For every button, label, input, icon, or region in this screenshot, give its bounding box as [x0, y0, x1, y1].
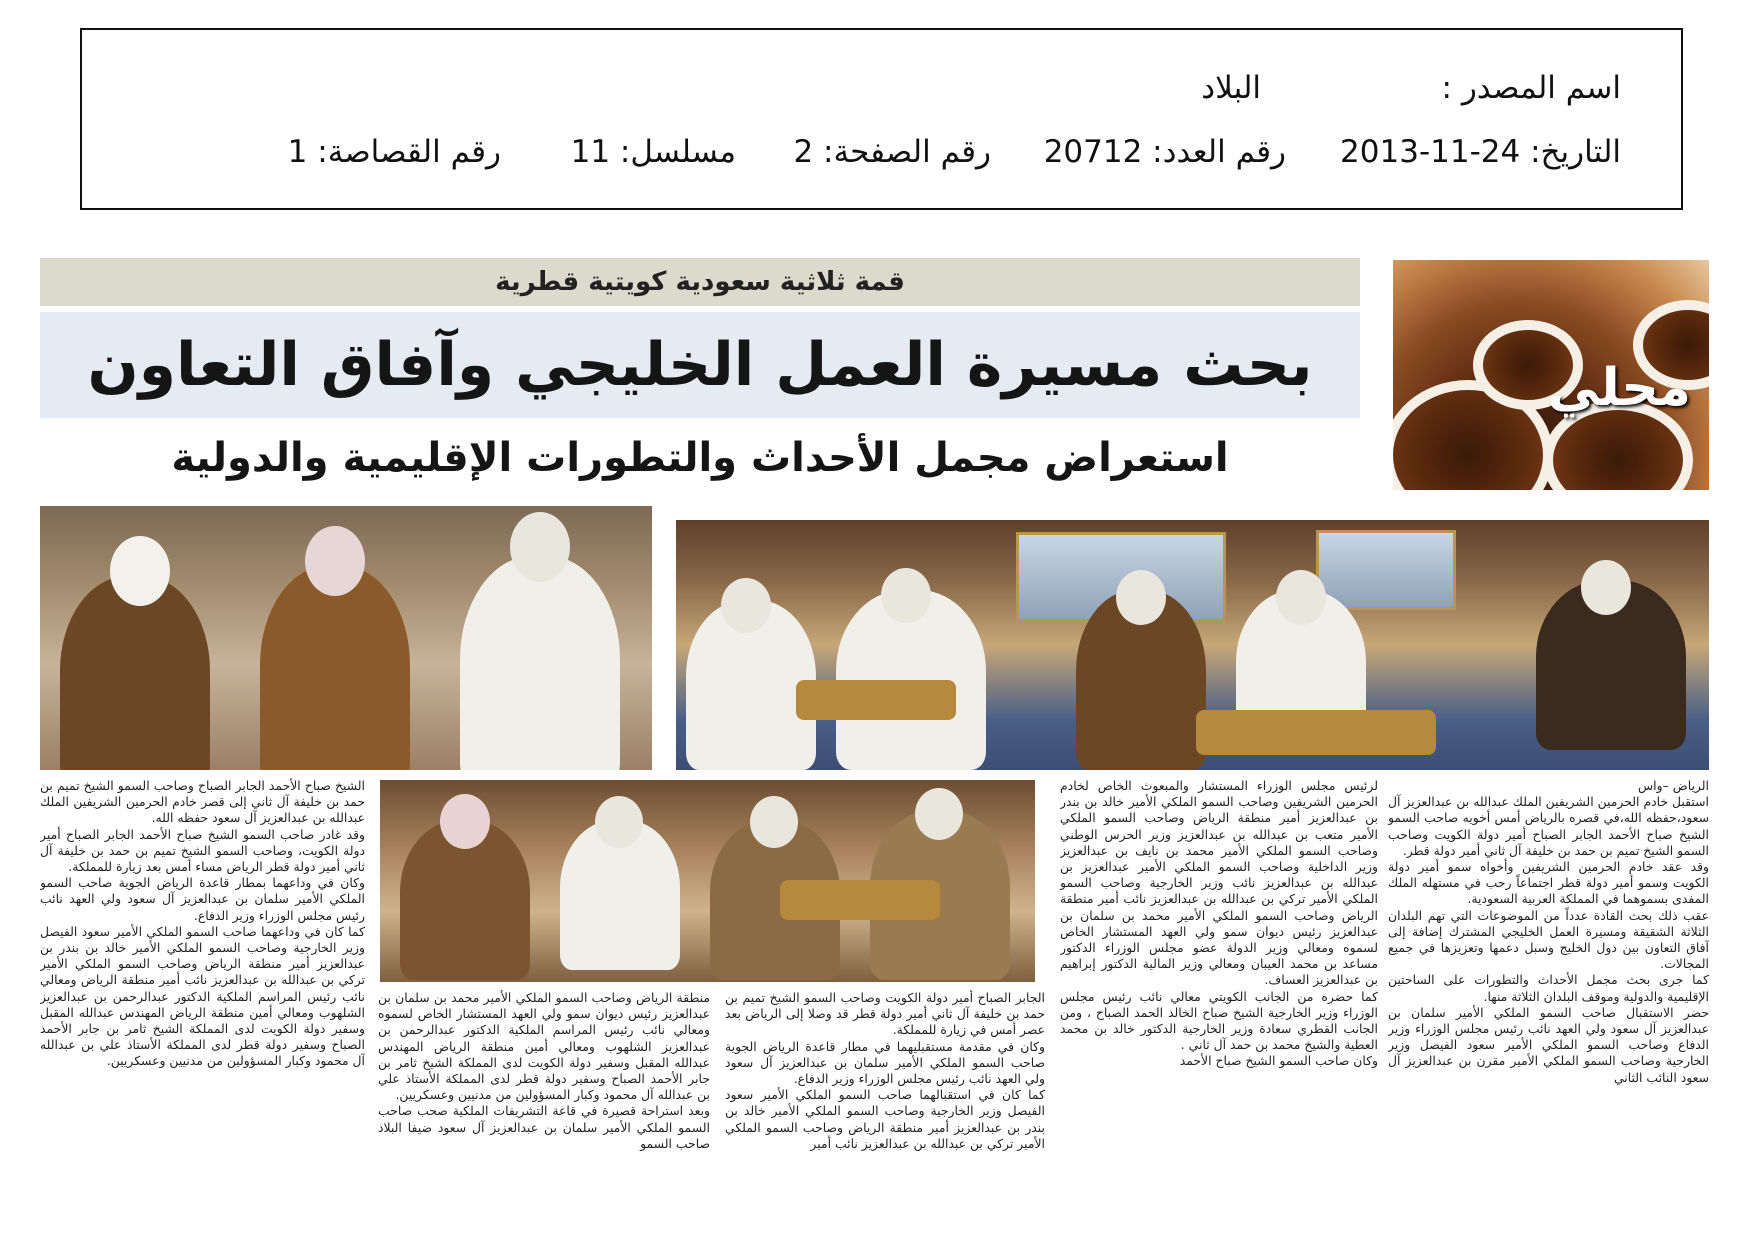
article-headline: بحث مسيرة العمل الخليجي وآفاق التعاون — [40, 312, 1360, 418]
photo-meeting-room — [676, 520, 1709, 770]
article-column-4: منطقة الرياض وصاحب السمو الملكي الأمير محمد بن سلمان بن عبدالعزيز رئيس ديوان سمو ولي العهد المستشار الخاص لسموه ومعالي نائب رئيس المراسم الملكية الدكتور عبدالرحمن بن عبدالعزيز الشلهوب ومعالي أمين منطقة الرياض المهندس عبدالله المقبل وسفير دولة الكويت لدى المملكة الشيخ ثامر بن جابر الأحمد الصباح وسفير دولة قطر لدى المملكة الأستاذ علي بن عبدالله آل محمود وكبار المسؤولين من مدنيين وعسكريين. وبعد استراحة قصيرة في قاعة التشريفات الملكية صحب صاحب السمو الملكي الأمير سلمان بن عبدالعزيز آل سعود ضيفا البلاد صاحب السمو — [378, 990, 710, 1151]
source-label: اسم المصدر : — [1441, 70, 1621, 106]
photo-leaders-walking — [40, 506, 652, 770]
serial-field: مسلسل: 11 — [570, 134, 736, 170]
article-column-2: لرئيس مجلس الوزراء المستشار والمبعوث الخاص لخادم الحرمين الشريفين وصاحب السمو الملكي الأمير خالد بن بندر بن عبدالعزيز أمير منطقة الرياض وصاحب السمو الملكي الأمير متعب بن عبدالله بن عبدالعزيز وزير الحرس الوطني وصاحب السمو الملكي الأمير محمد بن نايف بن عبدالعزيز وزير الداخلية وصاحب السمو الملكي الأمير عبدالعزيز بن عبدالله بن عبدالعزيز نائب وزير الخارجية وصاحب السمو الملكي الأمير تركي بن عبدالله بن عبدالعزيز نائب أمير منطقة الرياض وصاحب السمو الملكي الأمير محمد بن سلمان بن عبدالعزيز رئيس ديوان سمو ولي العهد المستشار الخاص لسموه ومعالي وزير الدولة عضو مجلس الوزراء الدكتور مساعد بن محمد العيبان ومعالي وزير المالية الدكتور إبراهيم بن عبدالعزيز العساف. كما حضره من الجانب الكويتي معالي نائب رئيس مجلس الوزراء وزير الخارجية الشيخ صباح الخالد الحمد الصباح ، ومن الجانب القطري سعادة وزير الخارجية الدكتور خالد بن محمد العطية والشيخ محمد بن حمد آل ثاني . وكان صاحب السمو الشيخ صباح الأحمد — [1060, 778, 1378, 1069]
date-field: التاريخ: 24-11-2013 — [1340, 134, 1621, 170]
page-number-field: رقم الصفحة: 2 — [793, 134, 991, 170]
issue-number-field: رقم العدد: 20712 — [1043, 134, 1286, 170]
article-subheadline: استعراض مجمل الأحداث والتطورات الإقليمية والدولية — [171, 435, 1229, 481]
article-column-3: الجابر الصباح أمير دولة الكويت وصاحب السمو الشيخ تميم بن حمد بن خليفة آل ثاني أمير دولة قطر قد وصلا إلى الرياض بعد عصر أمس في زيارة للمملكة. وكان في مقدمة مستقبليهما في مطار قاعدة الرياض الجوية صاحب السمو الملكي الأمير سلمان بن عبدالعزيز آل سعود ولي العهد نائب رئيس مجلس الوزراء وزير الدفاع. كما كان في استقبالهما صاحب السمو الملكي الأمير سعود الفيصل وزير الخارجية وصاحب السمو الملكي الأمير خالد بن بندر بن عبدالعزيز أمير منطقة الرياض وصاحب السمو الملكي الأمير تركي بن عبدالله بن عبدالعزيز نائب أمير — [725, 990, 1045, 1151]
section-badge-image — [1393, 260, 1709, 490]
article-column-1: الرياض –واس استقبل خادم الحرمين الشريفين الملك عبدالله بن عبدالعزيز آل سعود،حفظه الله،في قصره بالرياض أمس أخويه صاحب السمو الشيخ صباح الأحمد الجابر الصباح أمير دولة الكويت وصاحب السمو الشيخ تميم بن حمد بن خليفة آل ثاني أمير دولة قطر. وقد عقد خادم الحرمين الشريفين وأخواه سمو أمير دولة الكويت وسمو أمير دولة قطر اجتماعاً رحب في مستهله الملك المفدى بسموهما في المملكة العربية السعودية. عقب ذلك بحث القادة عدداً من الموضوعات التي تهم البلدان الثلاثة الشقيقة ومسيرة العمل الخليجي المشترك إضافة إلى آفاق التعاون بين دول الخليج وسبل دعمها وتعزيزها في جميع المجالات. كما جرى بحث مجمل الأحداث والتطورات على الساحتين الإقليمية والدولية وموقف البلدان الثلاثة منها. حضر الاستقبال صاحب السمو الملكي الأمير سلمان بن عبدالعزيز آل سعود ولي العهد نائب رئيس مجلس الوزراء وزير الدفاع وصاحب السمو الملكي الأمير سعود الفيصل وزير الخارجية وصاحب السمو الملكي الأمير مقرن بن عبدالعزيز آل سعود النائب الثاني — [1388, 778, 1709, 1085]
article-column-5: الشيخ صباح الأحمد الجابر الصباح وصاحب السمو الشيخ تميم بن حمد بن خليفة آل ثاني إلى قصر خادم الحرمين الشريفين الملك عبدالله بن عبدالعزيز آل سعود حفظه الله. وقد غادر صاحب السمو الشيخ صباح الأحمد الجابر الصباح أمير دولة الكويت، وصاحب السمو الشيخ تميم بن حمد بن خليفة آل ثاني أمير دولة قطر الرياض مساء أمس بعد زيارة للمملكة. وكان في وداعهما بمطار قاعدة الرياض الجوية صاحب السمو الملكي الأمير سلمان بن عبدالعزيز آل سعود ولي العهد نائب رئيس مجلس الوزراء وزير الدفاع. كما كان في وداعهما صاحب السمو الملكي الأمير سعود الفيصل وزير الخارجية وصاحب السمو الملكي الأمير خالد بن بندر بن عبدالعزيز أمير منطقة الرياض وصاحب السمو الملكي الأمير تركي بن عبدالله بن عبدالعزيز نائب أمير منطقة الرياض ومعالي نائب رئيس المراسم الملكية الدكتور عبدالرحمن بن عبدالعزيز الشلهوب ومعالي أمين منطقة الرياض المهندس عبدالله المقبل وسفير دولة الكويت لدى المملكة الشيخ ثامر بن جابر الأحمد الصباح وسفير دولة قطر لدى المملكة الأستاذ علي بن عبدالله آل محمود وكبار المسؤولين من مدنيين وعسكريين. — [40, 778, 365, 1069]
clip-number-field: رقم القصاصة: 1 — [287, 134, 501, 170]
source-info-box — [80, 28, 1683, 210]
source-value: البلاد — [1201, 70, 1261, 106]
article-kicker: قمة ثلاثية سعودية كويتية قطرية — [40, 258, 1360, 306]
section-label: محلي — [1547, 358, 1691, 418]
photo-seated-officials — [380, 780, 1035, 982]
